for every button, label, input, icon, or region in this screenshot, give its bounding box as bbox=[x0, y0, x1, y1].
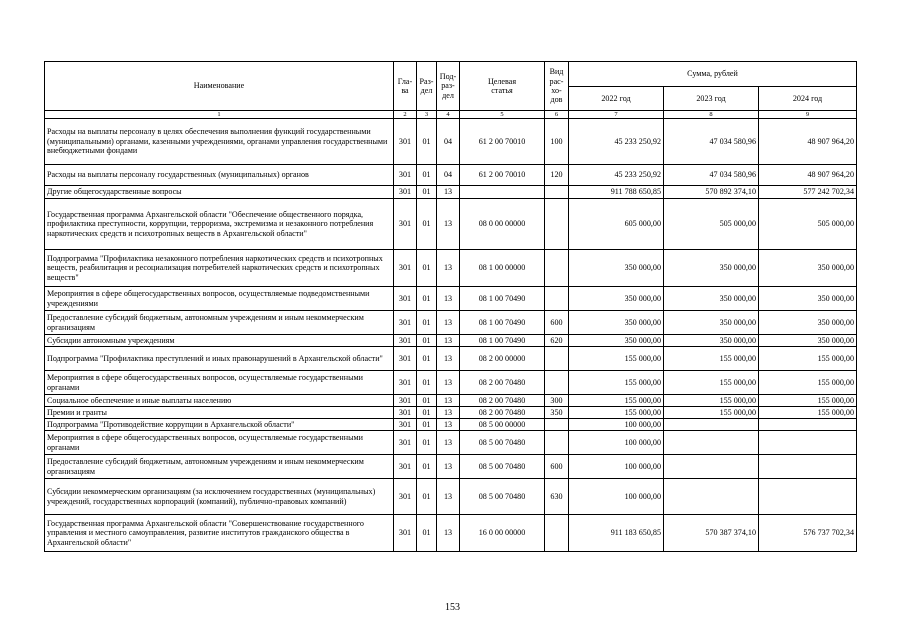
row-sum-2022: 605 000,00 bbox=[569, 199, 664, 250]
table-row bbox=[45, 407, 857, 419]
row-podrazdel: 13 bbox=[437, 311, 460, 335]
row-target-article: 08 5 00 70480 bbox=[460, 455, 545, 479]
row-razdel: 01 bbox=[417, 419, 437, 431]
row-podrazdel: 13 bbox=[437, 515, 460, 552]
row-expense-type bbox=[545, 287, 569, 311]
row-razdel: 01 bbox=[417, 431, 437, 455]
header-podrazdel: Под- раз- дел bbox=[437, 62, 460, 111]
table-row bbox=[45, 515, 857, 552]
column-number: 9 bbox=[759, 111, 857, 119]
column-number: 2 bbox=[394, 111, 417, 119]
table-row bbox=[45, 347, 857, 371]
row-sum-2022: 911 788 650,85 bbox=[569, 186, 664, 199]
row-expense-type: 630 bbox=[545, 479, 569, 515]
row-target-article: 08 0 00 00000 bbox=[460, 199, 545, 250]
row-sum-2024: 576 737 702,34 bbox=[759, 515, 857, 552]
table-row bbox=[45, 119, 857, 165]
row-name: Мероприятия в сфере общегосударственных вопросов, осуществляемые государственными органами bbox=[45, 371, 394, 395]
row-glava: 301 bbox=[394, 311, 417, 335]
row-name: Расходы на выплаты персоналу в целях обеспечения выполнения функций государственными (муниципальными) органами, казенными учреждениями, органами управления государственными внебюджетными фондами bbox=[45, 119, 394, 165]
row-podrazdel: 13 bbox=[437, 371, 460, 395]
row-sum-2023: 350 000,00 bbox=[664, 335, 759, 347]
row-podrazdel: 04 bbox=[437, 119, 460, 165]
row-razdel: 01 bbox=[417, 311, 437, 335]
row-sum-2022: 45 233 250,92 bbox=[569, 165, 664, 186]
header-vid: Вид рас- хо- дов bbox=[545, 62, 569, 111]
row-sum-2022: 100 000,00 bbox=[569, 431, 664, 455]
row-target-article: 08 2 00 70480 bbox=[460, 407, 545, 419]
row-target-article: 08 1 00 00000 bbox=[460, 250, 545, 287]
row-razdel: 01 bbox=[417, 119, 437, 165]
row-target-article: 08 2 00 70480 bbox=[460, 395, 545, 407]
row-glava: 301 bbox=[394, 347, 417, 371]
row-sum-2023: 350 000,00 bbox=[664, 250, 759, 287]
row-sum-2023: 570 892 374,10 bbox=[664, 186, 759, 199]
row-sum-2023: 155 000,00 bbox=[664, 347, 759, 371]
row-name: Премии и гранты bbox=[45, 407, 394, 419]
row-name: Предоставление субсидий бюджетным, автономным учреждениям и иным некоммерческим организациям bbox=[45, 311, 394, 335]
row-sum-2023 bbox=[664, 431, 759, 455]
row-target-article: 08 2 00 00000 bbox=[460, 347, 545, 371]
column-number: 7 bbox=[569, 111, 664, 119]
header-target: Целевая статья bbox=[460, 62, 545, 111]
table-row bbox=[45, 250, 857, 287]
row-sum-2024: 350 000,00 bbox=[759, 335, 857, 347]
row-sum-2024: 155 000,00 bbox=[759, 407, 857, 419]
row-podrazdel: 13 bbox=[437, 431, 460, 455]
row-razdel: 01 bbox=[417, 371, 437, 395]
row-name: Другие общегосударственные вопросы bbox=[45, 186, 394, 199]
row-razdel: 01 bbox=[417, 335, 437, 347]
row-razdel: 01 bbox=[417, 395, 437, 407]
row-glava: 301 bbox=[394, 250, 417, 287]
row-glava: 301 bbox=[394, 287, 417, 311]
row-razdel: 01 bbox=[417, 165, 437, 186]
row-sum-2023 bbox=[664, 479, 759, 515]
header-name: Наименование bbox=[45, 62, 394, 111]
row-target-article: 08 5 00 70480 bbox=[460, 431, 545, 455]
table-row bbox=[45, 199, 857, 250]
row-glava: 301 bbox=[394, 119, 417, 165]
row-sum-2022: 350 000,00 bbox=[569, 287, 664, 311]
row-sum-2023 bbox=[664, 419, 759, 431]
table-row bbox=[45, 455, 857, 479]
column-number: 4 bbox=[437, 111, 460, 119]
page-number: 153 bbox=[445, 602, 460, 613]
row-target-article: 16 0 00 00000 bbox=[460, 515, 545, 552]
row-glava: 301 bbox=[394, 431, 417, 455]
row-razdel: 01 bbox=[417, 199, 437, 250]
budget-table bbox=[44, 61, 857, 552]
table-row bbox=[45, 287, 857, 311]
row-target-article: 08 5 00 00000 bbox=[460, 419, 545, 431]
row-sum-2023: 155 000,00 bbox=[664, 395, 759, 407]
row-expense-type: 100 bbox=[545, 119, 569, 165]
row-podrazdel: 13 bbox=[437, 335, 460, 347]
row-sum-2024 bbox=[759, 419, 857, 431]
row-expense-type: 600 bbox=[545, 455, 569, 479]
row-podrazdel: 13 bbox=[437, 347, 460, 371]
row-razdel: 01 bbox=[417, 347, 437, 371]
row-razdel: 01 bbox=[417, 186, 437, 199]
row-sum-2022: 155 000,00 bbox=[569, 395, 664, 407]
row-glava: 301 bbox=[394, 455, 417, 479]
row-expense-type: 300 bbox=[545, 395, 569, 407]
row-glava: 301 bbox=[394, 199, 417, 250]
row-expense-type bbox=[545, 250, 569, 287]
row-podrazdel: 04 bbox=[437, 165, 460, 186]
table-row bbox=[45, 165, 857, 186]
row-sum-2024: 155 000,00 bbox=[759, 347, 857, 371]
row-target-article: 08 1 00 70490 bbox=[460, 311, 545, 335]
row-sum-2024: 155 000,00 bbox=[759, 395, 857, 407]
row-sum-2024: 48 907 964,20 bbox=[759, 119, 857, 165]
row-sum-2022: 155 000,00 bbox=[569, 371, 664, 395]
row-target-article: 08 1 00 70490 bbox=[460, 335, 545, 347]
row-sum-2023: 155 000,00 bbox=[664, 371, 759, 395]
row-glava: 301 bbox=[394, 407, 417, 419]
column-number: 8 bbox=[664, 111, 759, 119]
row-sum-2022: 45 233 250,92 bbox=[569, 119, 664, 165]
row-name: Предоставление субсидий бюджетным, автономным учреждениям и иным некоммерческим организациям bbox=[45, 455, 394, 479]
header-year-2022: 2022 год bbox=[569, 87, 664, 111]
row-name: Расходы на выплаты персоналу государственных (муниципальных) органов bbox=[45, 165, 394, 186]
row-sum-2022: 155 000,00 bbox=[569, 407, 664, 419]
row-sum-2022: 100 000,00 bbox=[569, 455, 664, 479]
row-podrazdel: 13 bbox=[437, 395, 460, 407]
row-expense-type bbox=[545, 515, 569, 552]
row-target-article: 08 5 00 70480 bbox=[460, 479, 545, 515]
row-sum-2023: 350 000,00 bbox=[664, 311, 759, 335]
row-target-article bbox=[460, 186, 545, 199]
header-razdel: Раз- дел bbox=[417, 62, 437, 111]
row-podrazdel: 13 bbox=[437, 287, 460, 311]
row-sum-2022: 100 000,00 bbox=[569, 419, 664, 431]
row-name: Подпрограмма "Профилактика преступлений и иных правонарушений в Архангельской области" bbox=[45, 347, 394, 371]
row-sum-2024: 505 000,00 bbox=[759, 199, 857, 250]
row-expense-type: 600 bbox=[545, 311, 569, 335]
column-number: 6 bbox=[545, 111, 569, 119]
row-glava: 301 bbox=[394, 186, 417, 199]
row-glava: 301 bbox=[394, 371, 417, 395]
row-name: Подпрограмма "Противодействие коррупции в Архангельской области" bbox=[45, 419, 394, 431]
row-name: Государственная программа Архангельской области "Совершенствование государственного управления и местного самоуправления, развитие институтов гражданского общества в Архангельской области" bbox=[45, 515, 394, 552]
row-name: Субсидии некоммерческим организациям (за исключением государственных (муниципальных) учреждений, государственных корпораций (компаний), публично-правовых компаний) bbox=[45, 479, 394, 515]
row-podrazdel: 13 bbox=[437, 250, 460, 287]
row-sum-2024: 350 000,00 bbox=[759, 250, 857, 287]
table-row bbox=[45, 186, 857, 199]
table-row bbox=[45, 335, 857, 347]
row-sum-2024: 577 242 702,34 bbox=[759, 186, 857, 199]
row-glava: 301 bbox=[394, 479, 417, 515]
row-razdel: 01 bbox=[417, 515, 437, 552]
row-sum-2023: 350 000,00 bbox=[664, 287, 759, 311]
row-expense-type: 120 bbox=[545, 165, 569, 186]
row-expense-type bbox=[545, 199, 569, 250]
row-sum-2024: 350 000,00 bbox=[759, 287, 857, 311]
table-row bbox=[45, 419, 857, 431]
column-number: 1 bbox=[45, 111, 394, 119]
row-podrazdel: 13 bbox=[437, 479, 460, 515]
row-expense-type bbox=[545, 186, 569, 199]
row-sum-2022: 100 000,00 bbox=[569, 479, 664, 515]
row-name: Подпрограмма "Профилактика незаконного потребления наркотических средств и психотропных веществ, реабилитация и ресоциализация потребителей наркотических средств и психотропных веществ" bbox=[45, 250, 394, 287]
row-glava: 301 bbox=[394, 165, 417, 186]
row-podrazdel: 13 bbox=[437, 199, 460, 250]
row-razdel: 01 bbox=[417, 479, 437, 515]
row-name: Субсидии автономным учреждениям bbox=[45, 335, 394, 347]
row-sum-2024: 155 000,00 bbox=[759, 371, 857, 395]
header-glava: Гла- ва bbox=[394, 62, 417, 111]
row-razdel: 01 bbox=[417, 455, 437, 479]
row-sum-2023: 47 034 580,96 bbox=[664, 165, 759, 186]
row-name: Мероприятия в сфере общегосударственных вопросов, осуществляемые подведомственными учреждениями bbox=[45, 287, 394, 311]
row-target-article: 61 2 00 70010 bbox=[460, 165, 545, 186]
row-name: Социальное обеспечение и иные выплаты населению bbox=[45, 395, 394, 407]
row-podrazdel: 13 bbox=[437, 419, 460, 431]
row-sum-2022: 911 183 650,85 bbox=[569, 515, 664, 552]
table-row bbox=[45, 371, 857, 395]
row-sum-2023 bbox=[664, 455, 759, 479]
column-number: 5 bbox=[460, 111, 545, 119]
row-target-article: 08 2 00 70480 bbox=[460, 371, 545, 395]
header-sum: Сумма, рублей bbox=[569, 62, 857, 87]
column-number: 3 bbox=[417, 111, 437, 119]
row-expense-type bbox=[545, 419, 569, 431]
row-podrazdel: 13 bbox=[437, 455, 460, 479]
row-sum-2024: 350 000,00 bbox=[759, 311, 857, 335]
header-year-2024: 2024 год bbox=[759, 87, 857, 111]
row-sum-2022: 155 000,00 bbox=[569, 347, 664, 371]
row-podrazdel: 13 bbox=[437, 407, 460, 419]
row-expense-type bbox=[545, 371, 569, 395]
row-sum-2024 bbox=[759, 479, 857, 515]
row-sum-2023: 155 000,00 bbox=[664, 407, 759, 419]
row-sum-2024: 48 907 964,20 bbox=[759, 165, 857, 186]
table-row bbox=[45, 479, 857, 515]
row-expense-type: 350 bbox=[545, 407, 569, 419]
row-glava: 301 bbox=[394, 419, 417, 431]
row-podrazdel: 13 bbox=[437, 186, 460, 199]
row-razdel: 01 bbox=[417, 407, 437, 419]
row-sum-2023: 47 034 580,96 bbox=[664, 119, 759, 165]
row-sum-2024 bbox=[759, 431, 857, 455]
row-expense-type bbox=[545, 347, 569, 371]
row-target-article: 61 2 00 70010 bbox=[460, 119, 545, 165]
table-row bbox=[45, 311, 857, 335]
row-sum-2022: 350 000,00 bbox=[569, 311, 664, 335]
row-sum-2024 bbox=[759, 455, 857, 479]
row-name: Государственная программа Архангельской области "Обеспечение общественного порядка, профилактика преступности, коррупции, терроризма, экстремизма и незаконного потребления наркотических средств и психотропных веществ в Архангельской области" bbox=[45, 199, 394, 250]
row-glava: 301 bbox=[394, 515, 417, 552]
row-sum-2023: 570 387 374,10 bbox=[664, 515, 759, 552]
row-razdel: 01 bbox=[417, 250, 437, 287]
row-expense-type bbox=[545, 431, 569, 455]
row-sum-2023: 505 000,00 bbox=[664, 199, 759, 250]
row-glava: 301 bbox=[394, 395, 417, 407]
header-year-2023: 2023 год bbox=[664, 87, 759, 111]
row-razdel: 01 bbox=[417, 287, 437, 311]
row-target-article: 08 1 00 70490 bbox=[460, 287, 545, 311]
row-glava: 301 bbox=[394, 335, 417, 347]
table-row bbox=[45, 395, 857, 407]
row-sum-2022: 350 000,00 bbox=[569, 335, 664, 347]
row-expense-type: 620 bbox=[545, 335, 569, 347]
row-name: Мероприятия в сфере общегосударственных вопросов, осуществляемые государственными органами bbox=[45, 431, 394, 455]
table-row bbox=[45, 431, 857, 455]
row-sum-2022: 350 000,00 bbox=[569, 250, 664, 287]
column-number-row bbox=[45, 111, 857, 119]
